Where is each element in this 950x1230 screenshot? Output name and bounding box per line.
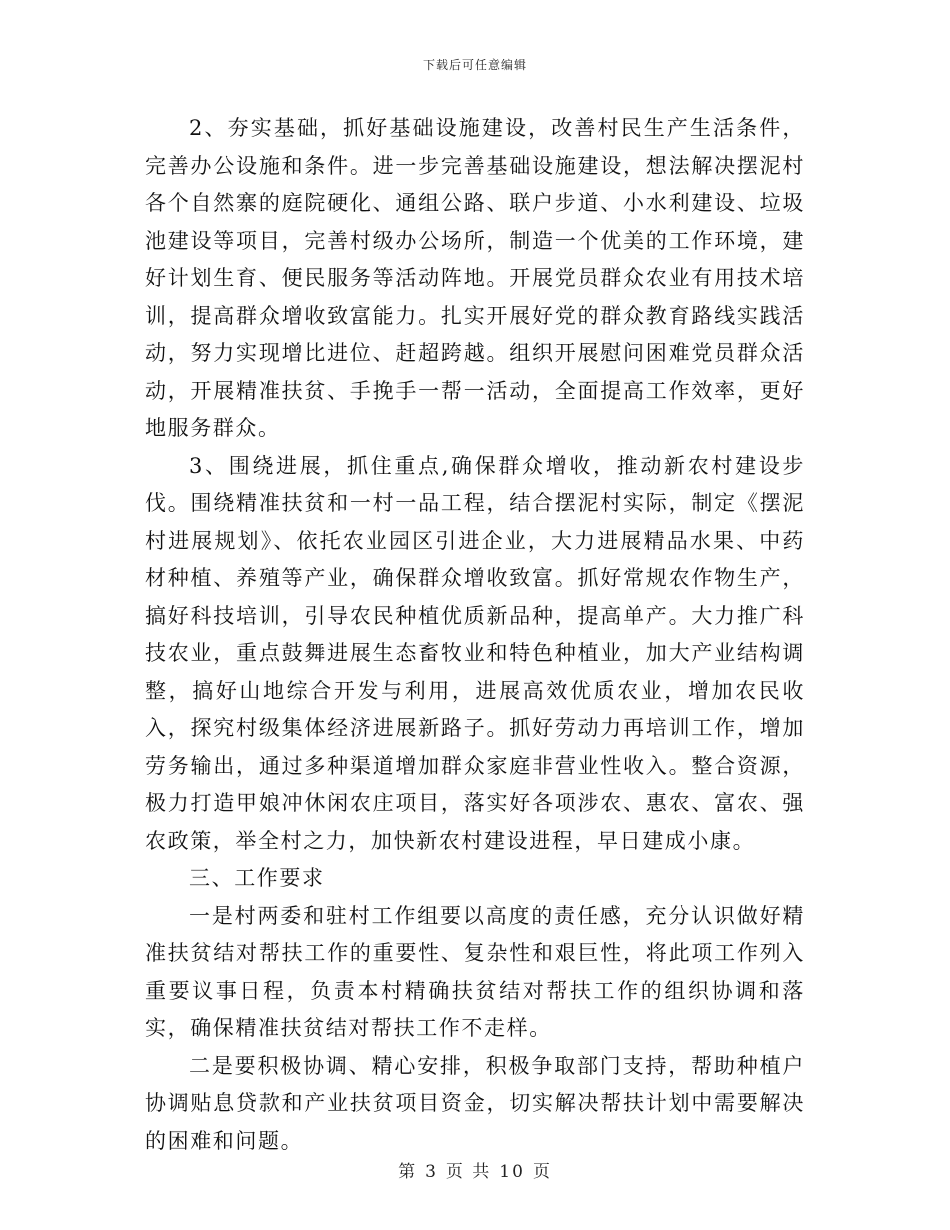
section-heading-work-requirements: 三、工作要求 (189, 866, 325, 890)
paragraph-infrastructure: 2、夯实基础，抓好基础设施建设，改善村民生产生活条件，完善办公设施和条件。进一步完善基础设施建设，想法解决摆泥村各个自然寨的庭院硬化、通组公路、联户步道、小水利建设、垃圾池建设等项目，完善村级办公场所，制造一个优美的工作环境，建好计划生育、便民服务等活动阵地。开展党员群众农业有用技术培训，提高群众增收致富能力。扎实开展好党的群众教育路线实践活动，努力实现增比进位、赶超跨越。组织开展慰问困难党员群众活动，开展精准扶贫、手挽手一帮一活动，全面提高工作效率，更好地服务群众。 (145, 116, 805, 440)
total-pages-number: 10 (499, 1162, 525, 1182)
paragraph-development: 3、围绕进展，抓住重点,确保群众增收，推动新农村建设步伐。围绕精准扶贫和一村一品工程，结合摆泥村实际，制定《摆泥村进展规划》、依托农业园区引进企业，大力进展精品水果、中药材种植、养殖等产业，确保群众增收致富。抓好常规农作物生产，搞好科技培训，引导农民种植优质新品种，提高单产。大力推广科技农业，重点鼓舞进展生态畜牧业和特色种植业，加大产业结构调整，搞好山地综合开发与利用，进展高效优质农业，增加农民收入，探究村级集体经济进展新路子。抓好劳动力再培训工作，增加劳务输出，通过多种渠道增加群众家庭非营业性收入。整合资源，极力打造甲娘冲休闲农庄项目，落实好各项涉农、惠农、富农、强农政策，举全村之力，加快新农村建设进程，早日建成小康。 (145, 453, 805, 853)
footer-prefix: 第 (398, 1162, 418, 1182)
paragraph-requirement-one: 一是村两委和驻村工作组要以高度的责任感，充分认识做好精准扶贫结对帮扶工作的重要性、复杂性和艰巨性，将此项工作列入重要议事日程，负责本村精确扶贫结对帮扶工作的组织协调和落实，确保精准扶贫结对帮扶工作不走样。 (145, 903, 805, 1040)
footer-middle: 页 共 (445, 1162, 492, 1182)
document-body (145, 110, 805, 1160)
page-footer (0, 1157, 950, 1182)
paragraph-requirement-two: 二是要积极协调、精心安排，积极争取部门支持，帮助种植户协调贴息贷款和产业扶贫项目资金，切实解决帮扶计划中需要解决的困难和问题。 (145, 1053, 805, 1153)
footer-suffix: 页 (532, 1162, 552, 1182)
page-header: 下载后可任意编辑 (422, 58, 527, 72)
current-page-number: 3 (425, 1162, 438, 1182)
